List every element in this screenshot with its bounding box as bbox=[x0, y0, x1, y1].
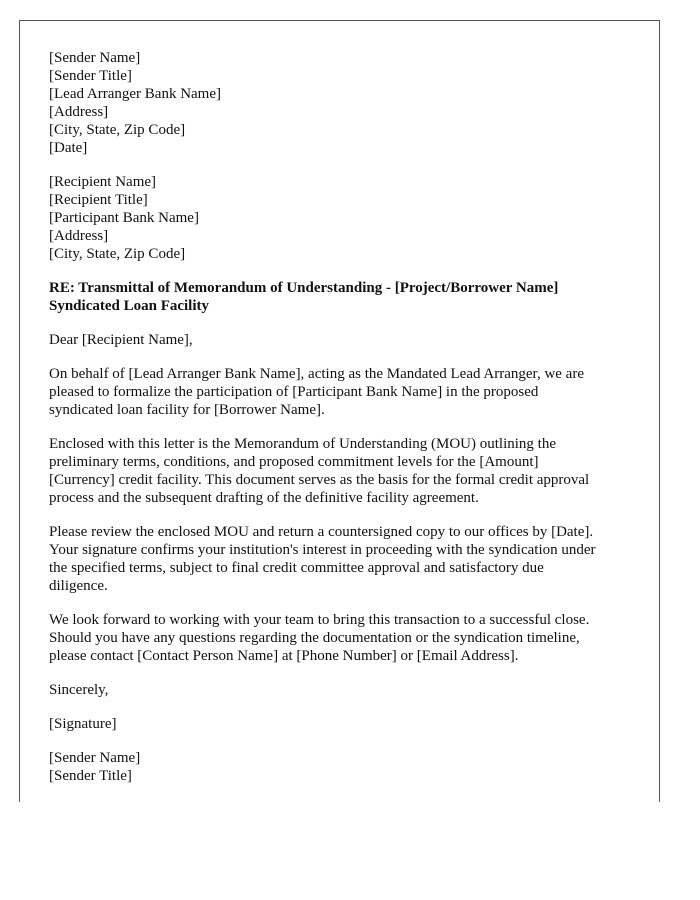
letter-date: [Date] bbox=[49, 140, 88, 156]
signoff-name: [Sender Name] bbox=[49, 750, 141, 766]
letter-page bbox=[19, 20, 660, 802]
recipient-address: [Address] bbox=[49, 228, 109, 244]
recipient-title: [Recipient Title] bbox=[49, 192, 148, 208]
paragraph-3 bbox=[49, 523, 644, 595]
paragraph-line: please contact [Contact Person Name] at [Phone Number] or [Email Address]. bbox=[49, 648, 519, 664]
recipient-name: [Recipient Name] bbox=[49, 174, 157, 190]
recipient-city-state-zip: [City, State, Zip Code] bbox=[49, 246, 186, 262]
paragraph-line: preliminary terms, conditions, and proposed commitment levels for the [Amount] bbox=[49, 454, 539, 470]
paragraph-line: [Currency] credit facility. This document serves as the basis for the formal credit approval bbox=[49, 472, 590, 488]
sender-city-state-zip: [City, State, Zip Code] bbox=[49, 122, 186, 138]
letter-body bbox=[49, 49, 644, 785]
paragraph-line: Enclosed with this letter is the Memorandum of Understanding (MOU) outlining the bbox=[49, 436, 556, 452]
sender-bank-name: [Lead Arranger Bank Name] bbox=[49, 86, 222, 102]
paragraph-line: On behalf of [Lead Arranger Bank Name], acting as the Mandated Lead Arranger, we are bbox=[49, 366, 584, 382]
sender-address: [Address] bbox=[49, 104, 109, 120]
closing: Sincerely, bbox=[49, 682, 109, 698]
subject-line bbox=[49, 279, 644, 315]
paragraph-line: Please review the enclosed MOU and return a countersigned copy to our offices by [Date]. bbox=[49, 524, 594, 540]
paragraph-4 bbox=[49, 611, 644, 665]
sender-block bbox=[49, 49, 644, 157]
paragraph-line: pleased to formalize the participation of [Participant Bank Name] in the proposed bbox=[49, 384, 539, 400]
subject-line-1: RE: Transmittal of Memorandum of Understanding - [Project/Borrower Name] bbox=[49, 280, 559, 296]
sender-title: [Sender Title] bbox=[49, 68, 132, 84]
signoff-title: [Sender Title] bbox=[49, 768, 132, 784]
paragraph-line: Should you have any questions regarding the documentation or the syndication timeline, bbox=[49, 630, 580, 646]
paragraph-line: Your signature confirms your institution's interest in proceeding with the syndication under bbox=[49, 542, 596, 558]
recipient-bank-name: [Participant Bank Name] bbox=[49, 210, 199, 226]
sender-name: [Sender Name] bbox=[49, 50, 141, 66]
paragraph-2 bbox=[49, 435, 644, 507]
recipient-block bbox=[49, 173, 644, 263]
paragraph-line: syndicated loan facility for [Borrower Name]. bbox=[49, 402, 325, 418]
salutation: Dear [Recipient Name], bbox=[49, 332, 193, 348]
signature: [Signature] bbox=[49, 716, 117, 732]
subject-line-2: Syndicated Loan Facility bbox=[49, 298, 210, 314]
paragraph-line: We look forward to working with your team to bring this transaction to a successful close. bbox=[49, 612, 590, 628]
paragraph-1 bbox=[49, 365, 644, 419]
paragraph-line: process and the subsequent drafting of the definitive facility agreement. bbox=[49, 490, 479, 506]
signoff-block bbox=[49, 749, 644, 785]
paragraph-line: diligence. bbox=[49, 578, 108, 594]
paragraph-line: the specified terms, subject to final credit committee approval and satisfactory due bbox=[49, 560, 544, 576]
